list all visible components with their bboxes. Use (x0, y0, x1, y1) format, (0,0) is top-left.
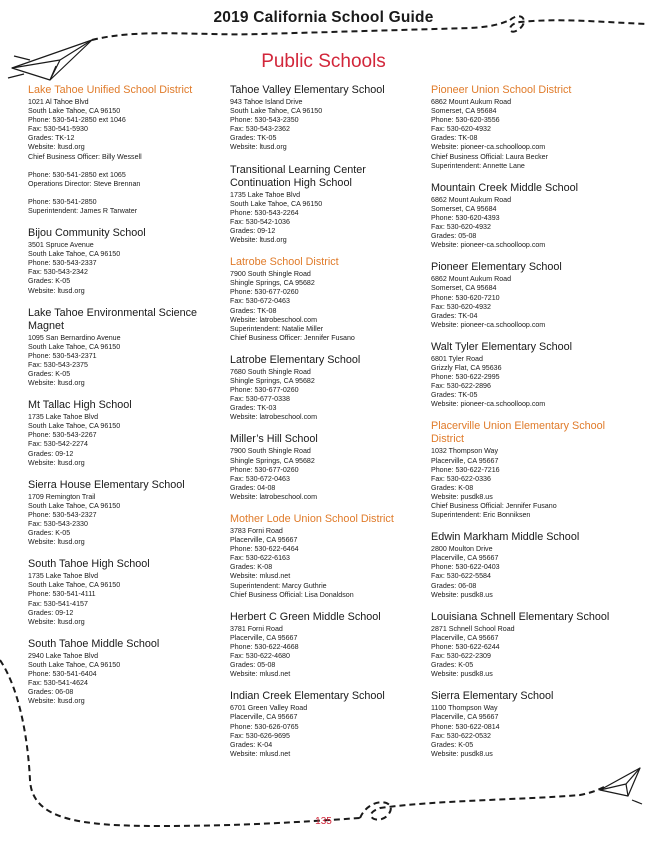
detail-line: 6862 Mount Aukum Road (431, 195, 512, 204)
detail-line: Grades: K-05 (28, 277, 71, 286)
detail-line: Fax: 530-622-6163 (230, 554, 290, 563)
detail-line: Grades: TK-04 (431, 311, 478, 320)
detail-line: Website: pusdk8.us (431, 590, 493, 599)
detail-line: Fax: 530-622-0532 (431, 731, 491, 740)
detail-line: Website: pusdk8.us (431, 492, 493, 501)
detail-line: 6862 Mount Aukum Road (431, 275, 512, 284)
detail-line: Fax: 530-622-0336 (431, 474, 491, 483)
detail-line: Grades: 09-12 (230, 226, 276, 235)
entry-details (230, 527, 422, 600)
detail-line: 1100 Thompson Way (431, 704, 498, 713)
detail-line: Phone: 530-541-6404 (28, 670, 97, 679)
paper-airplane-icon (600, 768, 642, 804)
detail-line: Website: ltusd.org (230, 236, 287, 245)
detail-line: Fax: 530-672-0463 (230, 474, 290, 483)
detail-line: Grades: TK-05 (230, 134, 277, 143)
page-title: Public Schools (261, 51, 386, 72)
detail-line: Grades: 06-08 (431, 581, 477, 590)
detail-line: South Lake Tahoe, CA 96150 (28, 422, 121, 431)
detail-line: Grades: TK-12 (28, 134, 75, 143)
detail-line: 2940 Lake Tahoe Blvd (28, 651, 99, 660)
district-name: Pioneer Union School District (431, 84, 572, 96)
detail-line: Fax: 530-620-4932 (431, 302, 491, 311)
detail-line: Fax: 530-626-9695 (230, 731, 290, 740)
district-entry (230, 256, 422, 343)
detail-line: Grades: TK-08 (431, 134, 478, 143)
school-name: Transitional Learning Center Continuation High School (230, 163, 366, 189)
school-entry (431, 182, 631, 251)
district-entry (431, 84, 631, 171)
school-name: Bijou Community School (28, 227, 146, 240)
detail-line: Grades: 05-08 (230, 661, 276, 670)
detail-line: Phone: 530-541-4111 (28, 590, 96, 599)
detail-line: Fax: 530-541-5930 (28, 125, 88, 134)
school-name: Sierra House Elementary School (28, 478, 185, 491)
detail-line: Placerville, CA 95667 (431, 633, 499, 642)
detail-line: Website: pioneer-ca.schoolloop.com (431, 320, 546, 329)
detail-line: Website: ltusd.org (28, 617, 85, 626)
school-name: Indian Creek Elementary School (230, 690, 385, 703)
school-name: Louisiana Schnell Elementary School (431, 610, 610, 623)
detail-line: Fax: 530-541-4624 (28, 679, 88, 688)
detail-line: 1095 San Bernardino Avenue (28, 333, 121, 342)
detail-line: Shingle Springs, CA 95682 (230, 279, 315, 288)
detail-line: 6701 Green Valley Road (230, 704, 308, 713)
school-name: Walt Tyler Elementary School (431, 340, 573, 353)
school-name: South Tahoe Middle School (28, 637, 160, 650)
district-entry (230, 513, 422, 600)
detail-line: Phone: 530-543-2337 (28, 259, 97, 268)
school-name: Lake Tahoe Environmental Science Magnet (28, 306, 198, 332)
detail-line: 2800 Moulton Drive (431, 545, 493, 554)
detail-line: Phone: 530-543-2350 (230, 116, 299, 125)
detail-line (28, 189, 218, 198)
detail-line: Website: ltusd.org (28, 143, 85, 152)
detail-line: Website: ltusd.org (28, 286, 85, 295)
detail-line: 7680 South Shingle Road (230, 367, 311, 376)
detail-line: Phone: 530-622-4668 (230, 642, 299, 651)
detail-line: Fax: 530-620-4932 (431, 223, 491, 232)
detail-line: Grades: K-08 (230, 563, 273, 572)
detail-line: Website: pusdk8.us (431, 670, 493, 679)
detail-line: Grades: 09-12 (28, 608, 74, 617)
detail-line: Phone: 530-541-2850 (28, 197, 97, 206)
detail-line: Fax: 530-620-4932 (431, 125, 491, 134)
detail-line: Website: pioneer-ca.schoolloop.com (431, 400, 546, 409)
detail-line: Fax: 530-677-0338 (230, 395, 290, 404)
detail-line: Placerville, CA 95667 (431, 456, 499, 465)
detail-line: Website: ltusd.org (28, 538, 85, 547)
detail-line: Chief Business Official: Laura Becker (431, 152, 548, 161)
detail-line (28, 162, 218, 171)
detail-line: South Lake Tahoe, CA 96150 (230, 107, 323, 116)
detail-line: Grades: 04-08 (230, 483, 276, 492)
detail-line: Superintendent: Natalie Miller (230, 324, 324, 333)
detail-line: Grades: K-05 (431, 661, 474, 670)
detail-line: Website: ltusd.org (28, 697, 85, 706)
entry-details (431, 355, 631, 410)
detail-line: Website: mlusd.net (230, 572, 291, 581)
entry-details (230, 270, 422, 343)
detail-line: 3501 Spruce Avenue (28, 241, 94, 250)
detail-line: 1032 Thompson Way (431, 447, 499, 456)
detail-line: Website: latrobeschool.com (230, 492, 318, 501)
detail-line: Fax: 530-622-5584 (431, 572, 491, 581)
entry-details (230, 368, 422, 423)
entry-details (230, 704, 422, 759)
detail-line: Grades: K-05 (431, 740, 474, 749)
school-entry (230, 164, 422, 246)
detail-line: Grades: K-05 (28, 369, 71, 378)
detail-line: Placerville, CA 95667 (230, 713, 298, 722)
detail-line: 3783 Forni Road (230, 527, 283, 535)
detail-line: South Lake Tahoe, CA 96150 (28, 250, 121, 259)
school-name: Mountain Creek Middle School (431, 181, 579, 194)
detail-line: Phone: 530-620-4393 (431, 213, 500, 222)
detail-line: Grades: TK-08 (230, 306, 277, 315)
entry-details (230, 191, 422, 246)
detail-line: 3781 Forni Road (230, 624, 283, 633)
detail-line: Phone: 530-622-0403 (431, 563, 500, 572)
school-name: South Tahoe High School (28, 558, 150, 571)
entry-details (28, 493, 218, 548)
entry-details (28, 572, 218, 627)
detail-line: Fax: 530-542-2274 (28, 440, 88, 449)
detail-line: Grades: TK-05 (431, 391, 478, 400)
detail-line: South Lake Tahoe, CA 96150 (28, 660, 121, 669)
detail-line: Operations Director: Steve Brennan (28, 179, 141, 188)
school-name: Pioneer Elementary School (431, 261, 562, 274)
detail-line: 2871 Schnell School Road (431, 624, 515, 633)
detail-line: Phone: 530-622-6244 (431, 642, 500, 651)
detail-line: Website: latrobeschool.com (230, 315, 318, 324)
detail-line: 7900 South Shingle Road (230, 270, 311, 279)
detail-line: Shingle Springs, CA 95682 (230, 456, 315, 465)
dashed-flight-loop-bottom (360, 786, 606, 820)
school-entry (28, 479, 218, 548)
entry-details (230, 98, 422, 153)
school-entry (431, 531, 631, 600)
school-entry (431, 261, 631, 330)
detail-line: 1735 Lake Tahoe Blvd (28, 572, 99, 581)
detail-line: South Lake Tahoe, CA 96150 (230, 199, 323, 208)
school-name: Herbert C Green Middle School (230, 610, 381, 623)
detail-line: Phone: 530-543-2371 (28, 351, 97, 360)
detail-line: Grades: K-08 (431, 483, 474, 492)
entry-details (28, 98, 218, 216)
detail-line: 6862 Mount Aukum Road (431, 98, 512, 106)
detail-line: Grizzly Flat, CA 95636 (431, 363, 502, 372)
detail-line: Chief Business Officer: Jennifer Fusano (230, 333, 355, 342)
detail-line: Website: mlusd.net (230, 749, 291, 758)
detail-line: Chief Business Officer: Billy Wessell (28, 152, 142, 161)
detail-line: Shingle Springs, CA 95682 (230, 376, 315, 385)
detail-line: 1021 Al Tahoe Blvd (28, 98, 89, 106)
entry-details (28, 652, 218, 707)
detail-line: Placerville, CA 95667 (230, 633, 298, 642)
detail-line: Phone: 530-626-0765 (230, 722, 299, 731)
detail-line: Phone: 530-622-6464 (230, 545, 299, 554)
detail-line: Grades: TK-03 (230, 404, 277, 413)
district-name: Placerville Union Elementary School District (431, 420, 606, 446)
detail-line: Somerset, CA 95684 (431, 107, 497, 116)
entry-details (431, 98, 631, 171)
detail-line: Fax: 530-542-1036 (230, 217, 290, 226)
detail-line: Grades: 09-12 (28, 449, 74, 458)
detail-line: Fax: 530-541-4157 (28, 599, 88, 608)
detail-line: Superintendent: Annette Lane (431, 161, 525, 170)
entry-details (230, 447, 422, 502)
school-entry (28, 227, 218, 296)
entry-details (230, 625, 422, 680)
detail-line: Placerville, CA 95667 (431, 554, 499, 563)
detail-line: 1735 Lake Tahoe Blvd (28, 413, 99, 422)
district-entry (28, 84, 218, 216)
entry-details (431, 545, 631, 600)
detail-line: Website: latrobeschool.com (230, 413, 318, 422)
detail-line: Phone: 530-677-0260 (230, 386, 299, 395)
detail-line: Chief Business Official: Jennifer Fusano (431, 502, 557, 510)
school-entry (28, 558, 218, 627)
detail-line: Fax: 530-543-2375 (28, 360, 88, 369)
school-name: Sierra Elementary School (431, 690, 554, 703)
detail-line: Grades: K-05 (28, 529, 71, 538)
detail-line: South Lake Tahoe, CA 96150 (28, 342, 121, 351)
school-entry (431, 611, 631, 680)
detail-line: Phone: 530-543-2267 (28, 431, 97, 440)
detail-line: Superintendent: Eric Bonniksen (431, 511, 531, 520)
guide-title: 2019 California School Guide (213, 9, 434, 26)
school-entry (431, 341, 631, 410)
detail-line: Website: ltusd.org (28, 379, 85, 388)
school-name: Edwin Markham Middle School (431, 531, 580, 544)
school-name: Miller’s Hill School (230, 433, 318, 446)
entry-details (431, 275, 631, 330)
detail-line: South Lake Tahoe, CA 96150 (28, 501, 121, 510)
school-entry (230, 611, 422, 680)
detail-line: Placerville, CA 95667 (431, 713, 499, 722)
detail-line: South Lake Tahoe, CA 96150 (28, 107, 121, 116)
detail-line: Website: ltusd.org (230, 143, 287, 152)
detail-line: Superintendent: Marcy Guthrie (230, 581, 327, 590)
directory-column-2 (230, 84, 422, 770)
directory-column-3 (431, 84, 631, 770)
detail-line: Website: pusdk8.us (431, 749, 493, 758)
detail-line: Phone: 530-622-2995 (431, 373, 500, 382)
detail-line: Fax: 530-622-2309 (431, 652, 491, 661)
entry-details (28, 334, 218, 389)
directory-column-1 (28, 84, 218, 717)
detail-line: Phone: 530-620-3556 (431, 116, 500, 125)
detail-line: 943 Tahoe Island Drive (230, 98, 303, 106)
detail-line: Fax: 530-622-4680 (230, 652, 290, 661)
district-name: Mother Lode Union School District (230, 513, 394, 525)
detail-line: Phone: 530-622-7216 (431, 465, 500, 474)
detail-line: Phone: 530-541-2850 ext 1065 (28, 170, 126, 179)
detail-line: Placerville, CA 95667 (230, 536, 298, 545)
detail-line: 7900 South Shingle Road (230, 447, 311, 456)
detail-line: Superintendent: James R Tarwater (28, 206, 138, 215)
entry-details (431, 704, 631, 759)
school-entry (28, 638, 218, 707)
detail-line: Somerset, CA 95684 (431, 284, 497, 293)
detail-line: South Lake Tahoe, CA 96150 (28, 581, 121, 590)
school-entry (230, 690, 422, 759)
detail-line: Website: pioneer-ca.schoolloop.com (431, 143, 546, 152)
detail-line: Fax: 530-622-2896 (431, 382, 491, 391)
school-entry (230, 84, 422, 153)
school-entry (230, 354, 422, 423)
entry-details (28, 241, 218, 296)
detail-line: 1709 Remington Trail (28, 492, 96, 501)
detail-line: Website: pioneer-ca.schoolloop.com (431, 241, 546, 250)
detail-line: Phone: 530-620-7210 (431, 293, 500, 302)
detail-line: Phone: 530-677-0260 (230, 465, 299, 474)
school-entry (28, 307, 218, 389)
entry-details (28, 413, 218, 468)
detail-line: Phone: 530-543-2327 (28, 510, 97, 519)
school-name: Mt Tallac High School (28, 399, 132, 412)
detail-line: 6801 Tyler Road (431, 354, 483, 363)
detail-line: Website: mlusd.net (230, 670, 291, 679)
school-name: Latrobe Elementary School (230, 353, 361, 366)
detail-line: Phone: 530-622-0814 (431, 722, 500, 731)
detail-line: Website: ltusd.org (28, 458, 85, 467)
school-entry (28, 399, 218, 468)
detail-line: Fax: 530-543-2342 (28, 268, 88, 277)
entry-details (431, 447, 631, 520)
school-name: Tahoe Valley Elementary School (230, 84, 385, 96)
district-name: Lake Tahoe Unified School District (28, 84, 193, 96)
detail-line: Fax: 530-543-2330 (28, 520, 88, 528)
school-entry (230, 433, 422, 502)
school-entry (431, 690, 631, 759)
detail-line: Somerset, CA 95684 (431, 204, 497, 213)
detail-line: Grades: 06-08 (28, 688, 74, 697)
detail-line: Phone: 530-541-2850 ext 1046 (28, 116, 126, 125)
detail-line: Fax: 530-543-2362 (230, 125, 290, 134)
district-entry (431, 420, 631, 520)
entry-details (431, 196, 631, 251)
detail-line: Phone: 530-677-0260 (230, 288, 299, 297)
detail-line: Chief Business Official: Lisa Donaldson (230, 590, 354, 599)
district-name: Latrobe School District (230, 256, 339, 269)
detail-line: Grades: K-04 (230, 740, 273, 749)
page-number: 135 (315, 816, 332, 827)
detail-line: Phone: 530-543-2264 (230, 208, 299, 217)
detail-line: Fax: 530-672-0463 (230, 297, 290, 306)
detail-line: 1735 Lake Tahoe Blvd (230, 190, 301, 199)
entry-details (431, 625, 631, 680)
detail-line: Grades: 05-08 (431, 232, 477, 241)
